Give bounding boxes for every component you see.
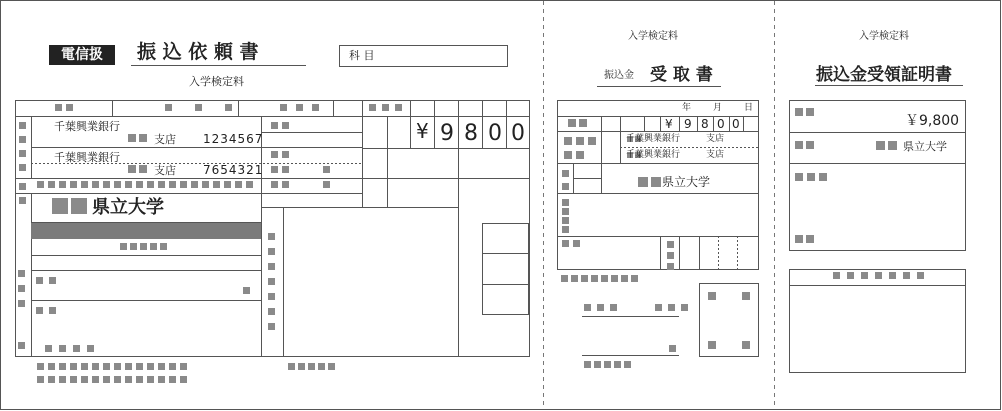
certificate-payee-name: 県立大学 [903,140,947,153]
redaction-square [147,376,154,383]
redaction-square [323,181,330,188]
redaction-square [318,363,325,370]
certificate-amount: ￥9,800 [905,113,960,129]
redaction-square [125,363,132,370]
redaction-square [271,151,278,158]
redaction-square [847,272,854,279]
receipt-amount-digit: 0 [717,117,725,131]
redaction-square [103,181,110,188]
redaction-square [48,181,55,188]
redaction-square [224,181,231,188]
redaction-square [268,323,275,330]
redaction-square [158,181,165,188]
redaction-square [139,165,147,173]
receipt-bank-name-2: 千葉興業銀行 [626,150,681,160]
redaction-square [59,345,66,352]
redaction-square [597,304,604,311]
redaction-square [180,181,187,188]
redaction-square [708,292,716,300]
redaction-square [66,104,73,111]
receipt-branch-label-1: 支店 [706,134,725,144]
redaction-square [18,270,25,277]
redaction-square [268,248,275,255]
redaction-square [576,137,584,145]
redaction-square [591,275,598,282]
redaction-square [667,252,674,259]
redaction-square [81,376,88,383]
redaction-square [561,275,568,282]
redaction-square [621,275,628,282]
redaction-square [271,122,278,129]
receipt-payee-name: 県立大学 [662,175,711,189]
redaction-square [296,104,303,111]
redaction-square [225,104,232,111]
redaction-square [564,151,572,159]
receipt-amount-digit: 0 [732,117,740,131]
redaction-square [52,198,68,214]
redaction-square [158,363,165,370]
redaction-square [312,104,319,111]
redaction-square [328,363,335,370]
redaction-square [584,361,591,368]
redaction-square [562,208,569,215]
redaction-square [807,173,815,181]
amount-digit: 0 [511,121,525,146]
redaction-square [55,104,62,111]
redaction-square [19,136,26,143]
redaction-square [795,235,803,243]
payee-name: 県立大学 [92,197,164,218]
redaction-square [604,361,611,368]
redaction-square [87,345,94,352]
redaction-square [45,345,52,352]
redaction-square [81,363,88,370]
redaction-square [268,278,275,285]
redaction-square [876,141,885,150]
redaction-square [92,376,99,383]
redaction-square [795,173,803,181]
redaction-square [573,240,580,247]
receipt-amount-digit: 8 [701,117,709,131]
redaction-square [158,376,165,383]
redaction-square [246,181,253,188]
redaction-square [903,272,910,279]
redaction-square [594,361,601,368]
redaction-square [125,181,132,188]
redaction-square [36,277,43,284]
redaction-square [114,376,121,383]
redaction-square [819,173,827,181]
redaction-square [160,243,167,250]
redaction-square [73,345,80,352]
redaction-square [669,345,676,352]
certificate-purpose-label: 入学検定料 [859,31,909,42]
redaction-square [70,363,77,370]
redaction-square [114,181,121,188]
redaction-square [588,137,596,145]
redaction-square [19,197,26,204]
amount-digit: 8 [464,121,478,146]
redaction-square [562,240,569,247]
redaction-square [614,361,621,368]
redaction-square [282,151,289,158]
redaction-square [19,183,26,190]
receipt-bank-name-1: 千葉興業銀行 [626,134,681,144]
redaction-square [136,376,143,383]
redaction-square [19,150,26,157]
redaction-square [579,119,587,127]
redaction-square [37,376,44,383]
redaction-square [298,363,305,370]
redaction-square [136,181,143,188]
branch-label-1: 支店 [154,133,176,146]
redaction-square [19,122,26,129]
redaction-square [49,307,56,314]
redaction-square [584,304,591,311]
redaction-square [195,104,202,111]
redaction-square [169,181,176,188]
redaction-square [655,304,662,311]
redaction-square [708,341,716,349]
redaction-square [795,141,803,149]
redaction-square [114,363,121,370]
redaction-square [562,226,569,233]
redaction-square [92,181,99,188]
date-day-label: 日 [744,103,754,113]
amount-digit: 9 [440,121,454,146]
redaction-square [191,181,198,188]
redaction-square [268,293,275,300]
redaction-square [120,243,127,250]
redaction-square [19,164,26,171]
redaction-square [202,181,209,188]
redaction-square [103,363,110,370]
redaction-square [562,217,569,224]
redaction-square [631,275,638,282]
redaction-square [271,166,278,173]
redaction-square [568,119,576,127]
redaction-square [667,263,674,270]
redaction-square [382,104,389,111]
redaction-square [571,275,578,282]
amount-digit: 0 [488,121,502,146]
redaction-square [268,233,275,240]
redaction-square [742,292,750,300]
redaction-square [308,363,315,370]
redaction-square [169,363,176,370]
redaction-square [18,300,25,307]
certificate-title: 振込金受領証明書 [816,65,952,85]
redaction-square [888,141,897,150]
transfer-request-title: 振 込 依 頼 書 [137,41,259,63]
redaction-square [833,272,840,279]
redaction-square [70,376,77,383]
redaction-square [128,165,136,173]
redaction-square [81,181,88,188]
redaction-square [268,263,275,270]
redaction-square [681,304,688,311]
redaction-square [59,363,66,370]
redaction-square [369,104,376,111]
redaction-square [282,122,289,129]
redaction-square [271,181,278,188]
redaction-square [806,108,814,116]
redaction-square [37,181,44,188]
redaction-square [59,376,66,383]
redaction-square [169,376,176,383]
redaction-square [875,272,882,279]
receipt-amount-digit: 9 [684,117,692,131]
redaction-square [667,241,674,248]
redaction-square [139,134,147,142]
redaction-square [280,104,287,111]
redaction-square [323,166,330,173]
redaction-square [70,181,77,188]
redaction-square [564,137,572,145]
account-number-2: 7654321 [203,163,264,177]
redaction-square [125,376,132,383]
yen-symbol: ¥ [416,119,429,143]
redaction-square [611,275,618,282]
redaction-square [71,198,87,214]
redaction-square [180,363,187,370]
redaction-square [147,181,154,188]
redaction-square [180,376,187,383]
redaction-square [562,199,569,206]
redaction-square [795,108,803,116]
redaction-square [742,341,750,349]
receipt-small-label: 振込金 [604,70,634,81]
redaction-square [601,275,608,282]
redaction-square [806,235,814,243]
redaction-square [37,363,44,370]
bank-name-1: 千葉興業銀行 [54,120,120,133]
branch-label-2: 支店 [154,164,176,177]
telegraph-handling-tag: 電信扱 [49,45,115,65]
redaction-square [165,104,172,111]
bank-name-2: 千葉興業銀行 [54,151,120,164]
redaction-square [235,181,242,188]
redaction-square [103,376,110,383]
receipt-branch-label-2: 支店 [706,150,725,160]
redaction-square [243,287,250,294]
redaction-square [624,361,631,368]
redaction-square [282,181,289,188]
receipt-title: 受 取 書 [650,65,713,85]
subject-label: 科 目 [349,49,375,62]
redaction-square [48,363,55,370]
main-purpose-label: 入学検定料 [189,75,244,88]
redaction-square [18,285,25,292]
redaction-square [140,243,147,250]
redaction-square [576,151,584,159]
redaction-square [130,243,137,250]
redaction-square [861,272,868,279]
redaction-square [59,181,66,188]
redaction-square [36,307,43,314]
redaction-square [288,363,295,370]
date-year-label: 年 [682,103,692,113]
redaction-square [49,277,56,284]
redaction-square [651,177,661,187]
redaction-square [136,363,143,370]
date-month-label: 月 [713,103,723,113]
redacted-bar [31,223,261,239]
redaction-square [268,308,275,315]
redaction-square [150,243,157,250]
redaction-square [889,272,896,279]
redaction-square [917,272,924,279]
redaction-square [562,170,569,177]
redaction-square [48,376,55,383]
redaction-square [806,141,814,149]
redaction-square [282,166,289,173]
receipt-yen-symbol: ¥ [665,117,673,131]
redaction-square [128,134,136,142]
redaction-square [395,104,402,111]
redaction-square [18,342,25,349]
account-number-1: 1234567 [203,132,264,146]
redaction-square [638,177,648,187]
redaction-square [562,183,569,190]
redaction-square [92,363,99,370]
redaction-square [610,304,617,311]
redaction-square [213,181,220,188]
receipt-purpose-label: 入学検定料 [628,31,678,42]
redaction-square [581,275,588,282]
redaction-square [147,363,154,370]
redaction-square [668,304,675,311]
